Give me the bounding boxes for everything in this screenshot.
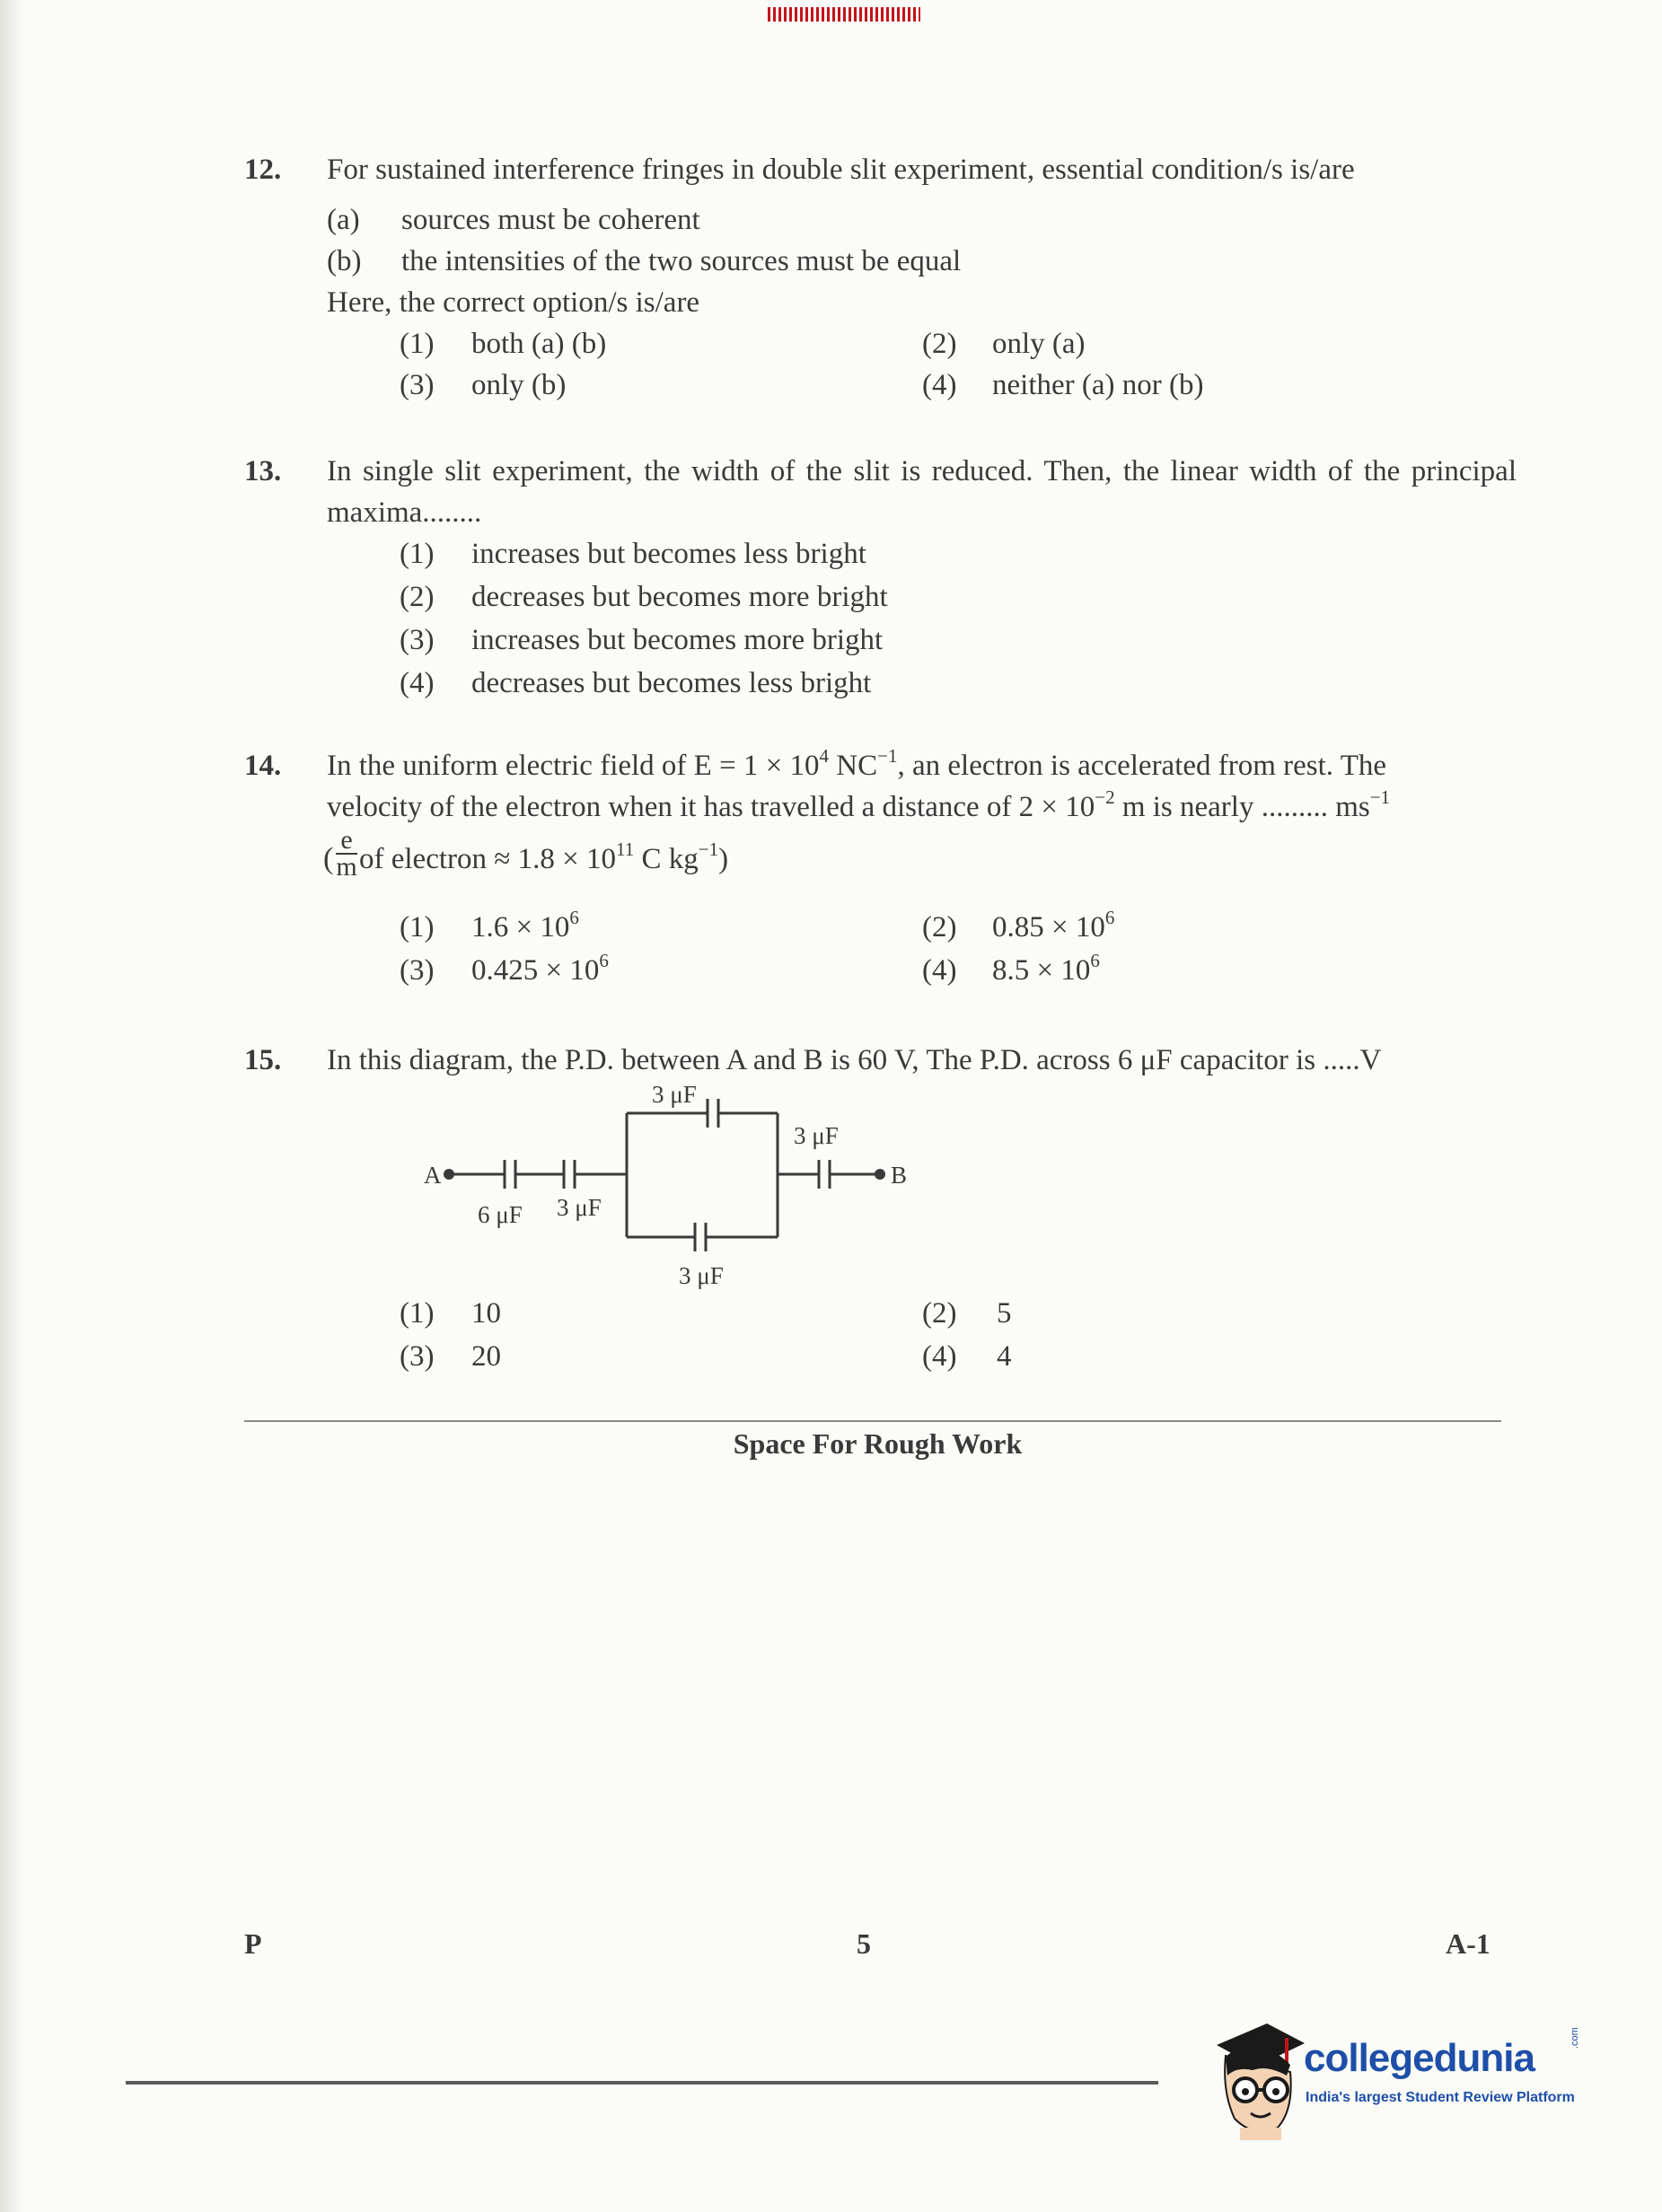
option-text: [471, 950, 609, 991]
option-text: 20: [471, 1340, 501, 1373]
footer-set-code: P: [244, 1927, 262, 1960]
option-text: only (b): [471, 369, 567, 401]
option-text: neither (a) nor (b): [992, 369, 1204, 401]
option-text: decreases but becomes less bright: [471, 667, 872, 699]
superscript: −2: [1095, 786, 1115, 808]
rough-work-label: [0, 1427, 1662, 1461]
scan-bottom-line: [126, 2081, 1158, 2085]
text-segment: In the uniform electric field of E = 1 × 10: [327, 750, 820, 782]
scan-edge-shadow: [0, 0, 23, 2212]
statement-b-label: (b): [327, 245, 362, 277]
node-b-dot: [875, 1169, 885, 1180]
superscript: 4: [819, 745, 830, 767]
capacitor-label: 3 μF: [794, 1122, 839, 1149]
question-text: For sustained interference fringes in double slit experiment, essential condition/s is/are: [327, 154, 1355, 186]
option-label: (3): [400, 624, 435, 656]
question-prompt: Here, the correct option/s is/are: [327, 286, 700, 319]
option-text: [992, 950, 1100, 991]
text-segment: of electron ≈ 1.8 × 10: [359, 843, 616, 875]
text-segment: C kg: [634, 843, 699, 875]
fraction-denominator: m: [336, 852, 357, 882]
option-label: (3): [400, 1340, 435, 1373]
capacitor-circuit-diagram: [413, 1086, 916, 1302]
question-number: 13.: [244, 455, 282, 487]
text-segment: 0.85 × 10: [992, 911, 1105, 944]
option-label: (4): [400, 667, 435, 699]
superscript: −1: [698, 838, 719, 860]
option-text: increases but becomes less bright: [471, 538, 866, 570]
option-text: both (a) (b): [471, 328, 607, 360]
option-text: [471, 907, 579, 948]
question-number: 15.: [244, 1044, 282, 1076]
node-b-label: B: [891, 1162, 908, 1189]
superscript: 6: [1104, 907, 1115, 928]
option-label: (1): [400, 538, 435, 570]
capacitor-label: 3 μF: [679, 1262, 724, 1289]
statement-a-text: sources must be coherent: [401, 204, 700, 236]
logo-tagline: India's largest Student Review Platform: [1306, 2090, 1575, 2105]
statement-a-label: (a): [327, 204, 360, 236]
option-text: 4: [997, 1340, 1012, 1373]
superscript: 11: [615, 838, 635, 860]
fraction: [336, 825, 357, 882]
text-segment: m is nearly ......... ms: [1114, 791, 1370, 823]
capacitor-label: 6 μF: [478, 1201, 523, 1228]
text-segment: , an electron is accelerated from rest. The: [897, 750, 1387, 782]
logo-wordmark: collegedunia: [1304, 2036, 1534, 2080]
text-segment: 8.5 × 10: [992, 954, 1091, 987]
question-text: In single slit experiment, the width of the slit is reduced. Then, the linear width of the principal maxima........: [327, 455, 1517, 529]
option-text: decreases but becomes more bright: [471, 581, 888, 613]
option-text: 10: [471, 1297, 501, 1330]
superscript: 6: [569, 907, 579, 928]
option-label: (4): [922, 1340, 957, 1373]
collegedunia-logo: [1208, 1993, 1594, 2190]
mascot-icon: [1208, 1993, 1306, 2190]
question-text: [327, 745, 1517, 828]
option-label: (3): [400, 369, 435, 401]
question-line-1: [327, 745, 1517, 786]
option-label: (2): [922, 911, 957, 944]
text-segment: velocity of the electron when it has travelled a distance of 2 × 10: [327, 791, 1095, 823]
question-number: 12.: [244, 154, 282, 186]
barcode-strip: [768, 7, 920, 22]
option-label: (2): [922, 328, 957, 360]
node-a-dot: [444, 1169, 454, 1180]
paren-open: (: [323, 842, 334, 875]
superscript: 6: [599, 950, 609, 971]
question-number: 14.: [244, 750, 282, 782]
superscript: −1: [1369, 786, 1391, 808]
rough-work-text: Space For Rough Work: [733, 1427, 1023, 1460]
option-label: (2): [400, 581, 435, 613]
option-text: increases but becomes more bright: [471, 624, 884, 656]
node-a-label: A: [424, 1162, 442, 1189]
option-label: (1): [400, 1297, 435, 1330]
option-label: (4): [922, 369, 957, 401]
option-label: (3): [400, 954, 435, 987]
rough-work-divider: [244, 1420, 1501, 1422]
question-line-2: [327, 786, 1517, 828]
statement-b-text: the intensities of the two sources must be equal: [401, 245, 962, 277]
option-label: (4): [922, 954, 957, 987]
footer-series-code: A-1: [1446, 1927, 1491, 1960]
capacitor-label: 3 μF: [652, 1086, 697, 1108]
text-segment: 1.6 × 10: [471, 911, 570, 944]
question-text: In this diagram, the P.D. between A and B is 60 V, The P.D. across 6 μF capacitor is .....V: [327, 1044, 1382, 1076]
capacitor-label: 3 μF: [557, 1194, 602, 1221]
paren-close: ): [718, 843, 729, 875]
option-label: (1): [400, 911, 435, 944]
option-label: (2): [922, 1297, 957, 1330]
option-label: (1): [400, 328, 435, 360]
superscript: −1: [877, 745, 898, 767]
given-value: [359, 838, 728, 880]
option-text: 5: [997, 1297, 1012, 1330]
text-segment: NC: [829, 750, 878, 782]
option-text: [992, 907, 1114, 948]
fraction-numerator: e: [340, 825, 353, 855]
logo-com: .com: [1570, 2027, 1580, 2049]
footer-page-number: 5: [857, 1927, 871, 1960]
superscript: 6: [1090, 950, 1100, 971]
option-text: only (a): [992, 328, 1086, 360]
text-segment: 0.425 × 10: [471, 954, 600, 987]
